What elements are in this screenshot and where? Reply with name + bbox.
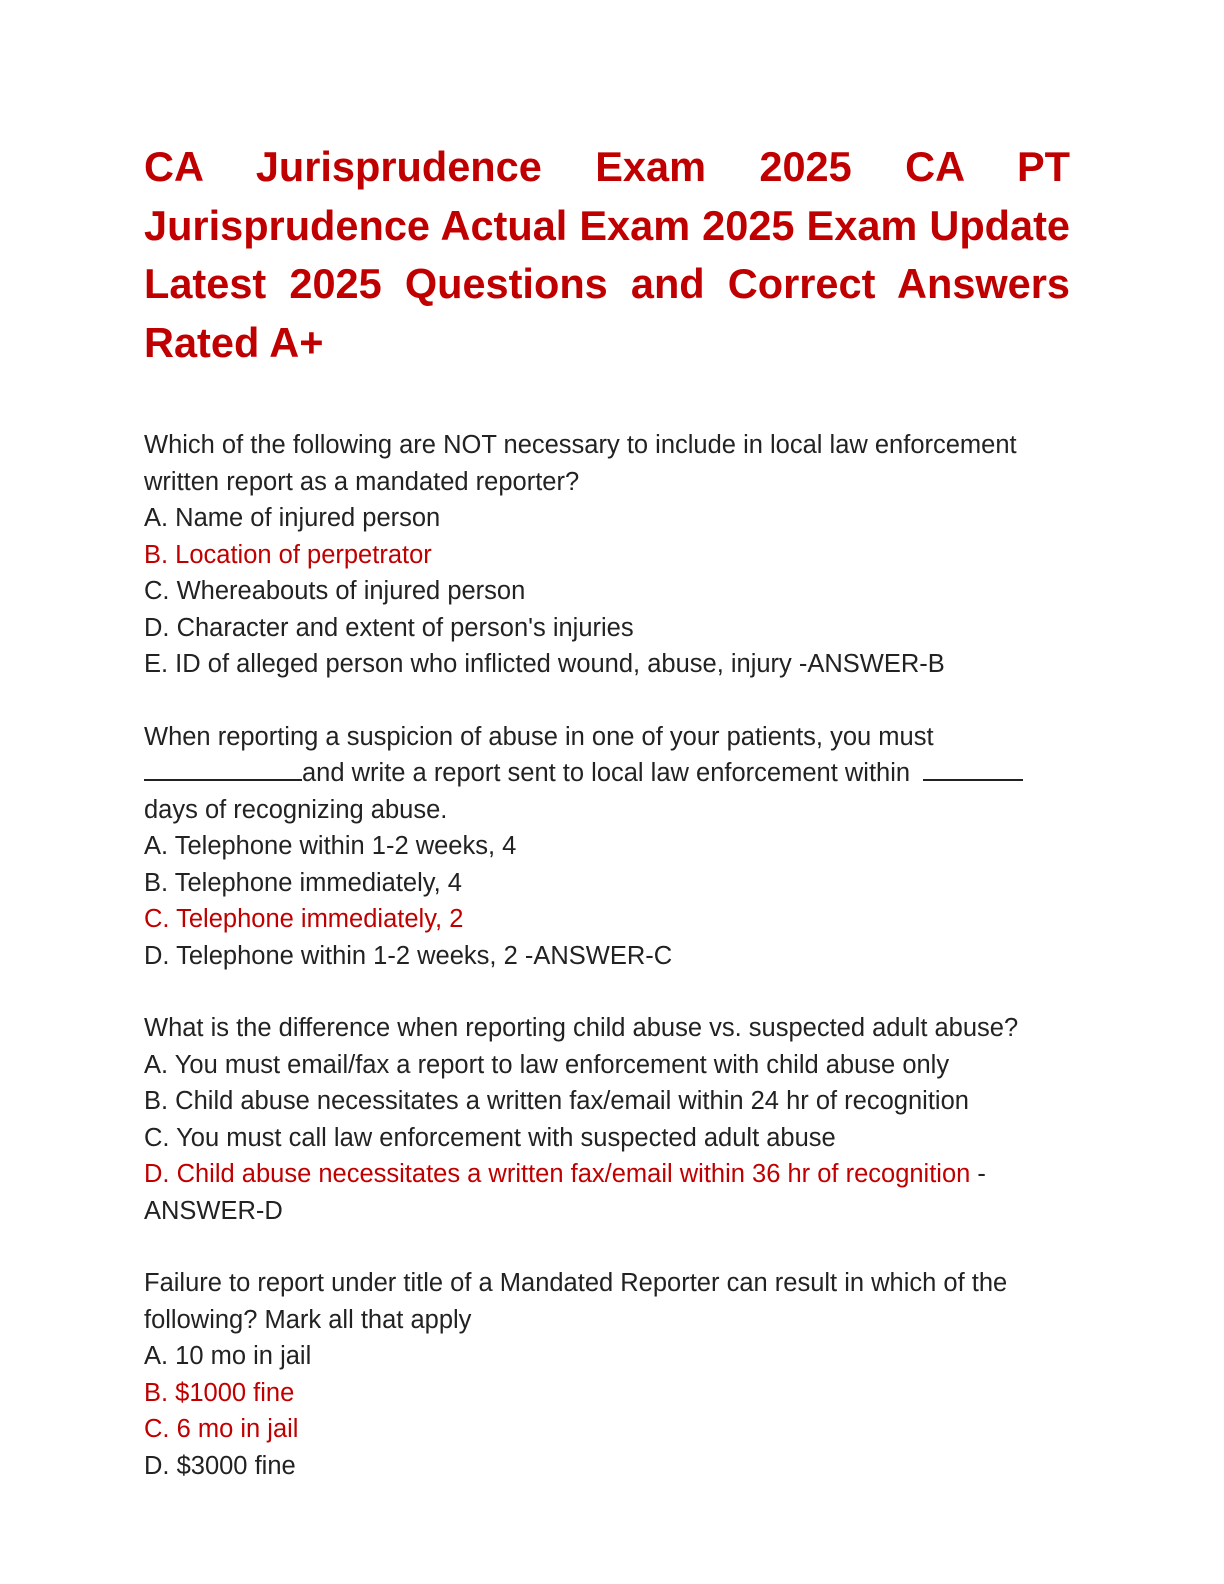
option-e-answer: E. ID of alleged person who inflicted wound, abuse, injury -ANSWER-B bbox=[144, 650, 945, 678]
option-b-correct: B. $1000 fine bbox=[144, 1378, 295, 1407]
question-text: What is the difference when reporting child abuse vs. suspected adult abuse? bbox=[144, 1014, 1019, 1042]
question-3 bbox=[144, 1010, 1070, 1229]
option-d: D. Character and extent of person's injuries bbox=[144, 613, 634, 642]
option-d-answer: D. Telephone within 1-2 weeks, 2 -ANSWER-C bbox=[144, 941, 673, 970]
option-b: B. Child abuse necessitates a written fax/email within 24 hr of recognition bbox=[144, 1087, 969, 1115]
question-text bbox=[144, 719, 1070, 829]
question-text-part-2: and write a report sent to local law enforcement within bbox=[302, 759, 911, 787]
option-a: A. 10 mo in jail bbox=[144, 1342, 312, 1370]
option-c-correct: C. Telephone immediately, 2 bbox=[144, 905, 464, 933]
document-page bbox=[144, 138, 1070, 1520]
question-text-part-1: When reporting a suspicion of abuse in one of your patients, you must bbox=[144, 722, 934, 751]
option-d-answer bbox=[144, 1156, 1070, 1193]
fill-in-blank-1 bbox=[144, 757, 302, 781]
answer-suffix: - bbox=[970, 1160, 986, 1188]
answer-label: ANSWER-D bbox=[144, 1196, 283, 1225]
question-text: Failure to report under title of a Mandated Reporter can result in which of the following? Mark all that apply bbox=[144, 1269, 1008, 1334]
option-d-correct: D. Child abuse necessitates a written fax/email within 36 hr of recognition bbox=[144, 1160, 971, 1188]
option-a: A. Telephone within 1-2 weeks, 4 bbox=[144, 832, 517, 860]
option-a: A. Name of injured person bbox=[144, 504, 441, 532]
option-d: D. $3000 fine bbox=[144, 1451, 296, 1480]
option-b-correct: B. Location of perpetrator bbox=[144, 540, 432, 569]
option-a: A. You must email/fax a report to law enforcement with child abuse only bbox=[144, 1050, 950, 1079]
option-b: B. Telephone immediately, 4 bbox=[144, 868, 462, 897]
option-c: C. You must call law enforcement with suspected adult abuse bbox=[144, 1123, 836, 1152]
option-c: C. Whereabouts of injured person bbox=[144, 577, 526, 605]
question-1 bbox=[144, 427, 1070, 683]
question-text: Which of the following are NOT necessary to include in local law enforcement written report as a mandated reporter? bbox=[144, 431, 1017, 496]
fill-in-blank-2 bbox=[923, 757, 1023, 781]
question-4 bbox=[144, 1265, 1070, 1484]
option-c-correct: C. 6 mo in jail bbox=[144, 1415, 299, 1443]
question-text-part-3: days of recognizing abuse. bbox=[144, 795, 448, 824]
question-2 bbox=[144, 719, 1070, 975]
document-title: CA Jurisprudence Exam 2025 CA PT Jurisprudence Actual Exam 2025 Exam Update Latest 2025 Questions and Correct Answers Rated A+ bbox=[144, 143, 1070, 366]
